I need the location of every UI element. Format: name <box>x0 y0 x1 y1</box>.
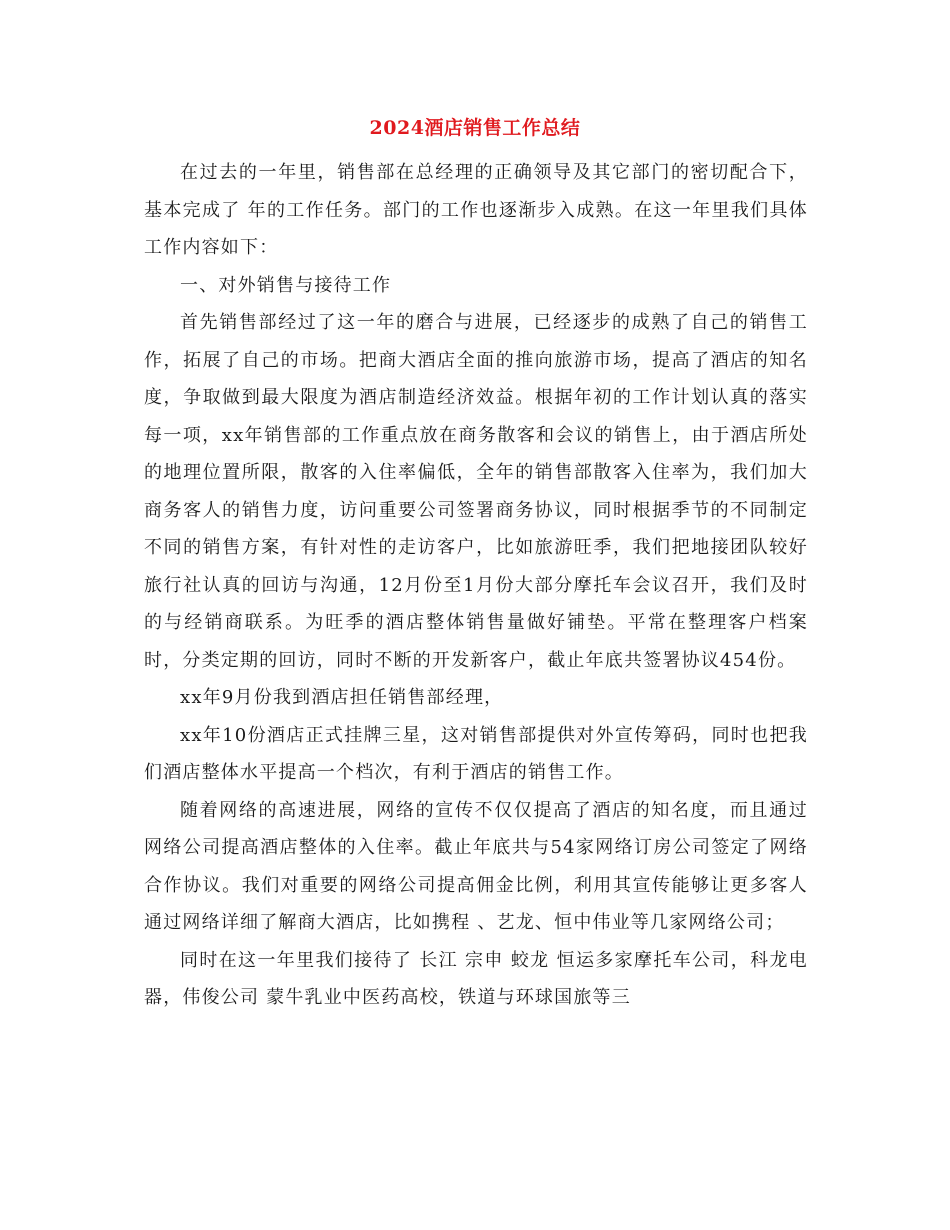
paragraph-manager: xx年9月份我到酒店担任销售部经理， <box>180 687 504 708</box>
paragraph-reception: 同时在这一年里我们接待了 长江 宗申 蛟龙 恒运多家摩托车公司，科龙电器，伟俊公司 蒙牛乳业中医药高校，铁道与环球国旅等三 <box>144 949 808 1008</box>
paragraph-network: 随着网络的高速进展，网络的宣传不仅仅提高了酒店的知名度，而且通过网络公司提高酒店整体的入住率。截止年底共与54家网络订房公司签定了网络合作协议。我们对重要的网络公司提高佣金比例，利用其宣传能够让更多客人通过网络详细了解商大酒店，比如携程 、艺龙、恒中伟业等几家网络公司； <box>144 799 808 933</box>
paragraph-intro: 在过去的一年里，销售部在总经理的正确领导及其它部门的密切配合下，基本完成了 年的工作任务。部门的工作也逐渐步入成熟。在这一年里我们具体工作内容如下： <box>144 162 808 258</box>
section-heading: 一、对外销售与接待工作 <box>180 274 392 296</box>
document-title: 2024酒店销售工作总结 <box>369 117 581 139</box>
document-body <box>144 154 808 1017</box>
paragraph-three-star: xx年10份酒店正式挂牌三星，这对销售部提供对外宣传筹码，同时也把我们酒店整体水平提高一个档次，有利于酒店的销售工作。 <box>144 724 808 783</box>
paragraph-sales-work: 首先销售部经过了这一年的磨合与进展，已经逐步的成熟了自己的销售工作，拓展了自己的市场。把商大酒店全面的推向旅游市场，提高了酒店的知名度，争取做到最大限度为酒店制造经济效益。根据年初的工作计划认真的落实每一项，xx年销售部的工作重点放在商务散客和会议的销售上，由于酒店所处的地理位置所限，散客的入住率偏低，全年的销售部散客入住率为，我们加大商务客人的销售力度，访问重要公司签署商务协议，同时根据季节的不同制定不同的销售方案，有针对性的走访客户，比如旅游旺季，我们把地接团队较好旅行社认真的回访与沟通，12月份至1月份大部分摩托车会议召开，我们及时的与经销商联系。为旺季的酒店整体销售量做好铺垫。平常在整理客户档案时，分类定期的回访，同时不断的开发新客户，截止年底共签署协议454份。 <box>144 312 808 671</box>
